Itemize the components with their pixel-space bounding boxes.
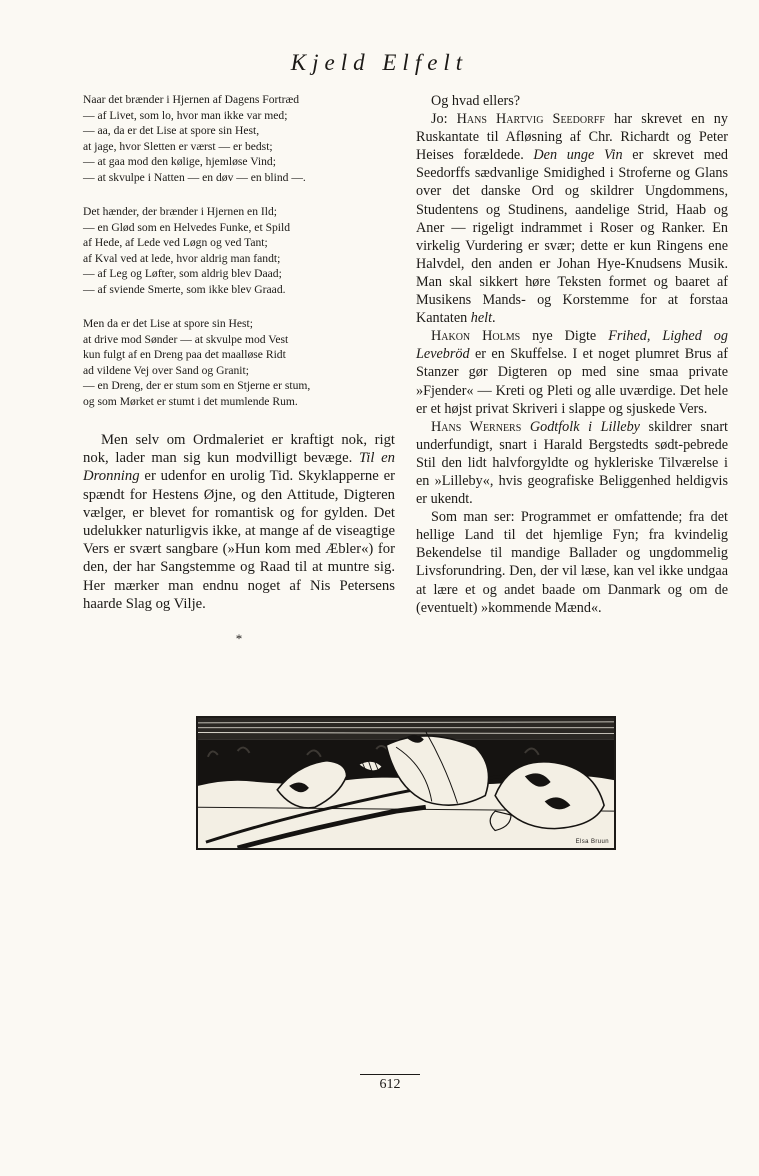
page-number: 612 [360,1074,420,1093]
author-name: Hans Werners [431,418,522,435]
author-name: Hakon Holms [431,328,521,345]
body-text: er skrevet med Seedorffs sædvanlige Smidighed i Stroferne og Glans over det danske Ord og skildrer Ungdommens, Studentens og Studinens, aandelige Strid, Haab og Aner — rigeligt indrammet i Roser og Ranker. En virkelig Vurdering er svær; dette er kun Ringens ene Halvdel, den anden er Johan Hye-Knudsens Musik. Man skal sikkert høre Teksten formet og baaret af Musikens Mands- og Korstemme for at forstaa Kantaten [416,147,728,327]
body-text: Men selv om Ordmaleriet er kraftigt nok, rigt nok, lader man sig kun modvilligt bevæge. [83,432,395,467]
review-paragraph [416,110,728,327]
poem-line: — at gaa mod den kølige, hjemløse Vind; [83,155,276,168]
body-text: Jo: [431,111,457,128]
body-text: skildrer snart underfundigt, snart i Harald Bergstedts sødt-pebrede Stil den lidt halvforgyldte og hykleriske Tilværelse i en »Lilleby«, hvis geografiske Beliggenhed heldigvis er ukendt. [416,418,729,508]
woodcut-illustration [196,716,616,850]
running-header: Kjeld Elfelt [290,50,469,75]
section-separator: * [235,631,243,647]
review-paragraph: Og hvad ellers? [431,93,521,109]
review-paragraph [416,418,728,508]
poem-line: — af Livet, som lo, hvor man ikke var med; [83,108,288,122]
body-text: . [492,310,496,327]
body-text: er udenfor en urolig Tid. Skyklapperne er spændt for Hestens Øjne, og den Attitude, Digteren vælger, er blevet for romantisk og for gylden. Det udelukker naturligvis ikke, at mange af de viseagtige Vers er svært sangbare (»Hun kom med Æbler«) for den, der har Sangstemme og Raad til at muntre sig. Her mærker man endnu noget af Nis Petersens haarde Slag og Vilje. [83,468,395,612]
poem-line: — en Dreng, der er stum som en Stjerne er stum, [83,379,311,392]
poem-line: — af Leg og Løfter, som aldrig blev Daad; [83,267,282,280]
body-text [521,419,530,435]
body-text: har skrevet en ny Ruskantate til Afløsning af Chr. Richardt og Peter Heises forældede. [416,111,728,164]
body-text: nye Digte [520,328,609,345]
review-paragraph [416,327,728,417]
poem-stanza [83,316,395,409]
left-column [83,92,395,647]
poem-line: at drive mod Sønder — at skvulpe mod Vest [83,332,289,346]
review-paragraph [83,431,395,613]
emphasis: helt [470,310,493,327]
poem-line: at jage, hvor Sletten er værst — er bedst; [83,139,273,153]
review-paragraph: Som man ser: Programmet er omfattende; fra det hellige Land til det hjemlige Fyn; fra kvindelig Bekendelse til mandige Ballader og ungdommelig Livsforundring. Den, der vil læse, kan vel ikke undgaa at lære et og andet baade om Danmark og om de (eventuelt) »kommende Mænd«. [416,509,728,616]
poem-line: Naar det brænder i Hjernen af Dagens Fortræd [83,93,300,106]
author-name: Hans Hartvig Seedorff [456,111,605,128]
right-column [416,92,728,617]
book-title: Til en Dronning [83,450,395,485]
illustrator-signature: Elsa Bruun [575,839,609,845]
poem-line: af Hede, af Lede ved Løgn og ved Tant; [83,236,268,249]
poem-line: — at skvulpe i Natten — en døv — en blind —. [83,170,306,184]
book-title: Den unge Vin [533,147,623,164]
poem-line: — en Glød som en Helvedes Funke, et Spild [83,220,291,234]
illustration-artwork [198,718,614,848]
poem-line: Men da er det Lise at spore sin Hest; [83,317,253,330]
poem-stanza [83,204,395,297]
book-title: Godtfolk i Lilleby [529,418,640,435]
poem-line: af Kval ved at lede, hvor aldrig man fandt; [83,251,281,265]
book-title: Frihed, Lighed og Levebröd [416,328,728,363]
poem-line: og som Mørket er stumt i det mumlende Rum. [83,394,298,408]
poem-line: — aa, da er det Lise at spore sin Hest, [83,124,260,137]
poem-line: — af sviende Smerte, som ikke blev Graad. [83,282,286,296]
body-text: er en Skuffelse. I et noget plumret Brus af Stanzer gør Digteren op med sine smaa private »Fjender« — Kreti og Pleti og alle uværdige. Det hele er et højst privat Skriveri i slappe og sjuskede Vers. [416,346,728,417]
poem-line: Det hænder, der brænder i Hjernen en Ild; [83,205,277,218]
poem-line: kun fulgt af en Dreng paa det maalløse Ridt [83,348,286,361]
poem-stanza [83,92,395,185]
poem-line: ad vildene Vej over Sand og Granit; [83,363,249,377]
